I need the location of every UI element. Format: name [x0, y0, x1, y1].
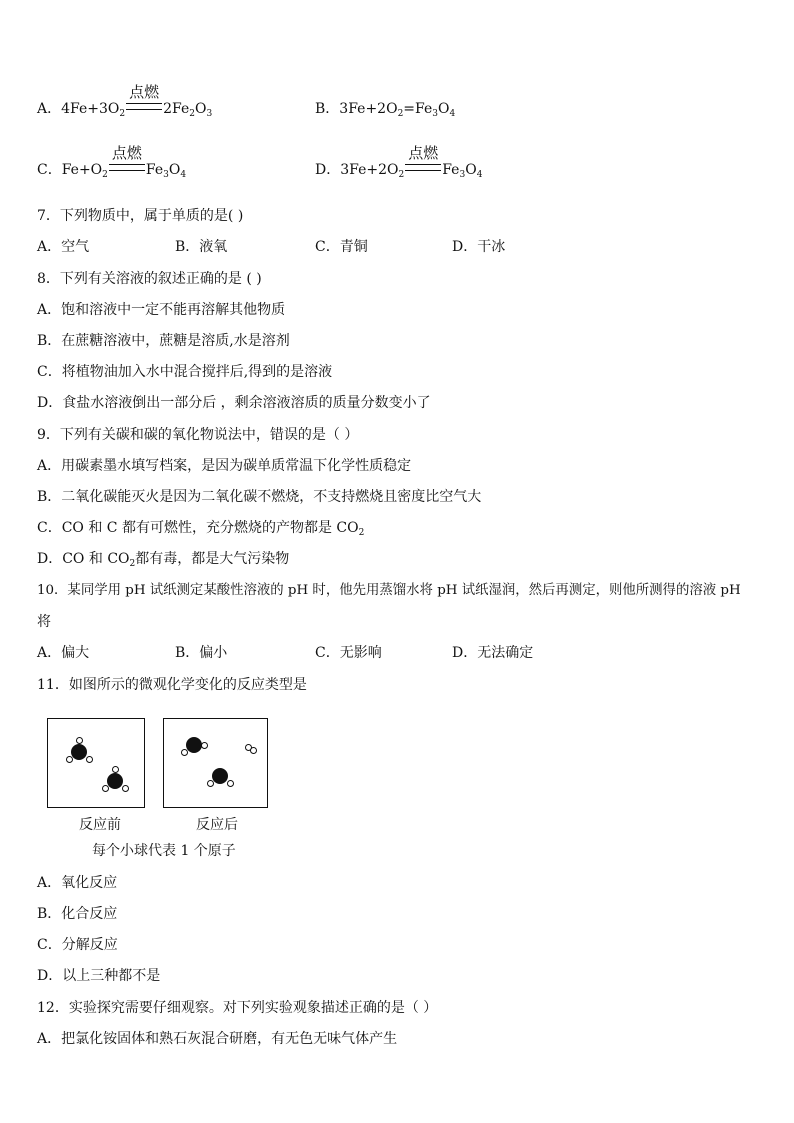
- q11-option-d[interactable]: D．以上三种都不是: [37, 968, 161, 984]
- q8-option-d[interactable]: D．食盐水溶液倒出一部分后 ，剩余溶液溶质的质量分数变小了: [37, 395, 431, 411]
- before-reaction-box: [47, 718, 145, 808]
- q9-option-c[interactable]: C．CO 和 C 都有可燃性，充分燃烧的产物都是 $CO_2$: [37, 520, 365, 538]
- q9-option-a[interactable]: A．用碳素墨水填写档案，是因为碳单质常温下化学性质稳定: [37, 458, 412, 474]
- q7-option-b[interactable]: B．液氧: [175, 239, 228, 255]
- q10-option-c[interactable]: C．无影响: [315, 645, 382, 661]
- q6-option-a[interactable]: A．$4Fe+3O_2$ 点燃 $2Fe_2O_3$: [37, 83, 213, 119]
- q7-option-c[interactable]: C．青铜: [315, 239, 368, 255]
- carbon-atom: [186, 737, 202, 753]
- carbon-atom: [71, 744, 87, 760]
- after-reaction-box: [163, 718, 268, 808]
- q12-option-a[interactable]: A．把氯化铵固体和熟石灰混合研磨，有无色无味气体产生: [37, 1031, 398, 1047]
- q8-stem: 8．下列有关溶液的叙述正确的是 ( ): [37, 271, 262, 287]
- q10-option-d[interactable]: D．无法确定: [452, 645, 534, 661]
- q7-stem: 7．下列物质中，属于单质的是( ): [37, 208, 244, 224]
- hydrogen-atom: [250, 747, 257, 754]
- q6-option-b[interactable]: B．$3Fe+2O_2=Fe_3O_4$: [315, 101, 456, 119]
- reaction-condition: 点燃: [126, 100, 162, 118]
- q10-stem-line2: 将: [37, 614, 51, 630]
- q7-option-d[interactable]: D．干冰: [452, 239, 506, 255]
- q12-stem: 12．实验探究需要仔细观察。对下列实验观象描述正确的是（ ）: [37, 1000, 438, 1016]
- q10-option-a[interactable]: A．偏大: [37, 645, 90, 661]
- carbon-atom: [212, 768, 228, 784]
- q9-stem: 9．下列有关碳和碳的氧化物说法中，错误的是（ ）: [37, 427, 359, 443]
- caption-after: 反应后: [196, 817, 238, 833]
- q10-option-b[interactable]: B．偏小: [175, 645, 228, 661]
- reaction-condition: 点燃: [405, 161, 441, 179]
- hydrogen-atom: [122, 785, 129, 792]
- q11-stem: 11．如图所示的微观化学变化的反应类型是: [37, 677, 307, 693]
- carbon-atom: [107, 773, 123, 789]
- q8-option-c[interactable]: C．将植物油加入水中混合搅拌后,得到的是溶液: [37, 364, 333, 380]
- q9-option-b[interactable]: B．二氧化碳能灭火是因为二氧化碳不燃烧，不支持燃烧且密度比空气大: [37, 489, 482, 505]
- hydrogen-atom: [76, 737, 83, 744]
- q11-option-a[interactable]: A．氧化反应: [37, 875, 118, 891]
- hydrogen-atom: [86, 756, 93, 763]
- q10-stem-line1: 10．某同学用 pH 试纸测定某酸性溶液的 pH 时，他先用蒸馏水将 pH 试纸湿润，然后再测定，则他所测得的溶液 pH: [37, 583, 741, 598]
- reaction-condition: 点燃: [109, 161, 145, 179]
- hydrogen-atom: [102, 785, 109, 792]
- q6-option-d[interactable]: D．$3Fe+2O_2$ 点燃 $Fe_3O_4$: [315, 144, 483, 180]
- q8-option-a[interactable]: A．饱和溶液中一定不能再溶解其他物质: [37, 302, 286, 318]
- q11-option-b[interactable]: B．化合反应: [37, 906, 118, 922]
- caption-note: 每个小球代表 1 个原子: [92, 843, 236, 859]
- hydrogen-atom: [181, 749, 188, 756]
- q6-option-c[interactable]: C．$Fe+O_2$ 点燃 $Fe_3O_4$: [37, 144, 187, 180]
- hydrogen-atom: [201, 742, 208, 749]
- q7-option-a[interactable]: A．空气: [37, 239, 90, 255]
- hydrogen-atom: [227, 780, 234, 787]
- hydrogen-atom: [207, 780, 214, 787]
- q9-option-d[interactable]: D．CO 和 $CO_2$都有毒，都是大气污染物: [37, 551, 290, 569]
- hydrogen-atom: [112, 766, 119, 773]
- hydrogen-atom: [66, 756, 73, 763]
- q11-option-c[interactable]: C．分解反应: [37, 937, 118, 953]
- q8-option-b[interactable]: B．在蔗糖溶液中，蔗糖是溶质,水是溶剂: [37, 333, 290, 349]
- caption-before: 反应前: [79, 817, 121, 833]
